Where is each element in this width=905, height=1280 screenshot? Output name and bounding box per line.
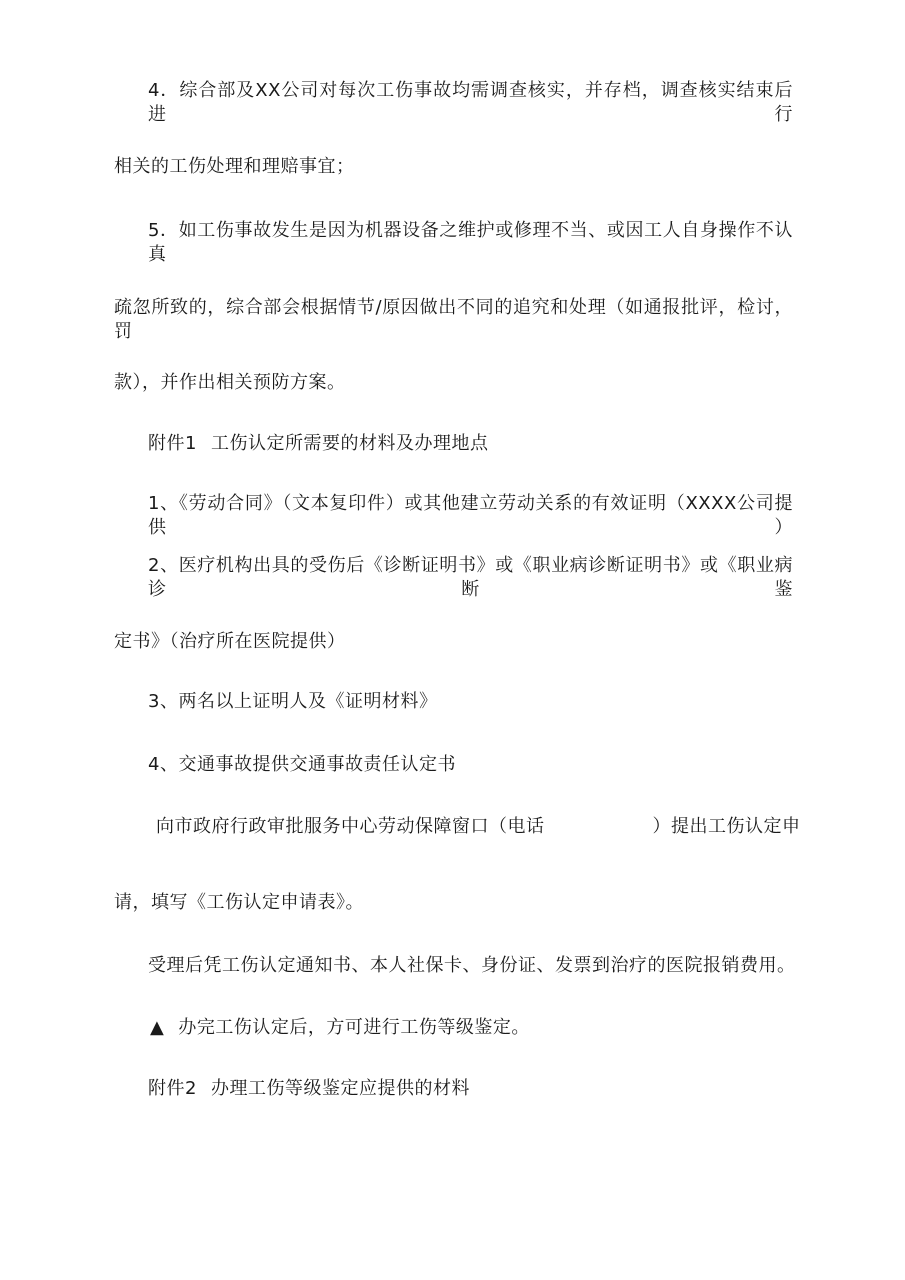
- reimbursement-note: 受理后凭工伤认定通知书、本人社保卡、身份证、发票到治疗的医院报销费用。: [148, 955, 796, 976]
- window-text-part-1: 向市政府行政审批服务中心劳动保障窗口（电话: [156, 816, 545, 837]
- attachment-2-heading: [148, 1077, 470, 1101]
- attachment-1-item-4: 4、交通事故提供交通事故责任认定书: [148, 754, 456, 775]
- window-line-2: 请，填写《工伤认定申请表》。: [114, 892, 364, 913]
- attachment-1-label: 附件1: [148, 433, 197, 454]
- triangle-note: [150, 1016, 530, 1040]
- attachment-1-item-2-line-2: 定书》（治疗所在医院提供）: [114, 631, 346, 652]
- attachment-2-label: 附件2: [148, 1078, 197, 1099]
- triangle-note-text: 办完工伤认定后，方可进行工伤等级鉴定。: [178, 1017, 530, 1038]
- attachment-1-heading: [148, 432, 488, 456]
- attachment-1-item-2-line-1: 2、医疗机构出具的受伤后《诊断证明书》或《职业病诊断证明书》或《职业病诊断鉴: [148, 555, 793, 600]
- window-text-part-2: ）提出工伤认定申: [652, 816, 801, 837]
- item-4-line-2: 相关的工伤处理和理赔事宜；: [114, 156, 355, 177]
- attachment-2-title: 办理工伤等级鉴定应提供的材料: [210, 1078, 470, 1099]
- attachment-1-item-3: 3、两名以上证明人及《证明材料》: [148, 691, 438, 712]
- item-4-line-1: 4．综合部及XX公司对每次工伤事故均需调查核实，并存档，调查核实结束后进行: [148, 80, 793, 125]
- item-5-line-3: 款），并作出相关预防方案。: [114, 372, 346, 393]
- attachment-1-title: 工伤认定所需要的材料及办理地点: [210, 433, 489, 454]
- item-5-line-1: 5．如工伤事故发生是因为机器设备之维护或修理不当、或因工人自身操作不认真: [148, 220, 793, 265]
- window-line-1: [156, 815, 801, 839]
- triangle-icon: ▲: [150, 1017, 165, 1038]
- attachment-1-item-1: 1、《劳动合同》（文本复印件）或其他建立劳动关系的有效证明（XXXX公司提供）: [148, 493, 793, 538]
- item-5-line-2: 疏忽所致的，综合部会根据情节/原因做出不同的追究和处理（如通报批评，检讨，罚: [114, 297, 793, 342]
